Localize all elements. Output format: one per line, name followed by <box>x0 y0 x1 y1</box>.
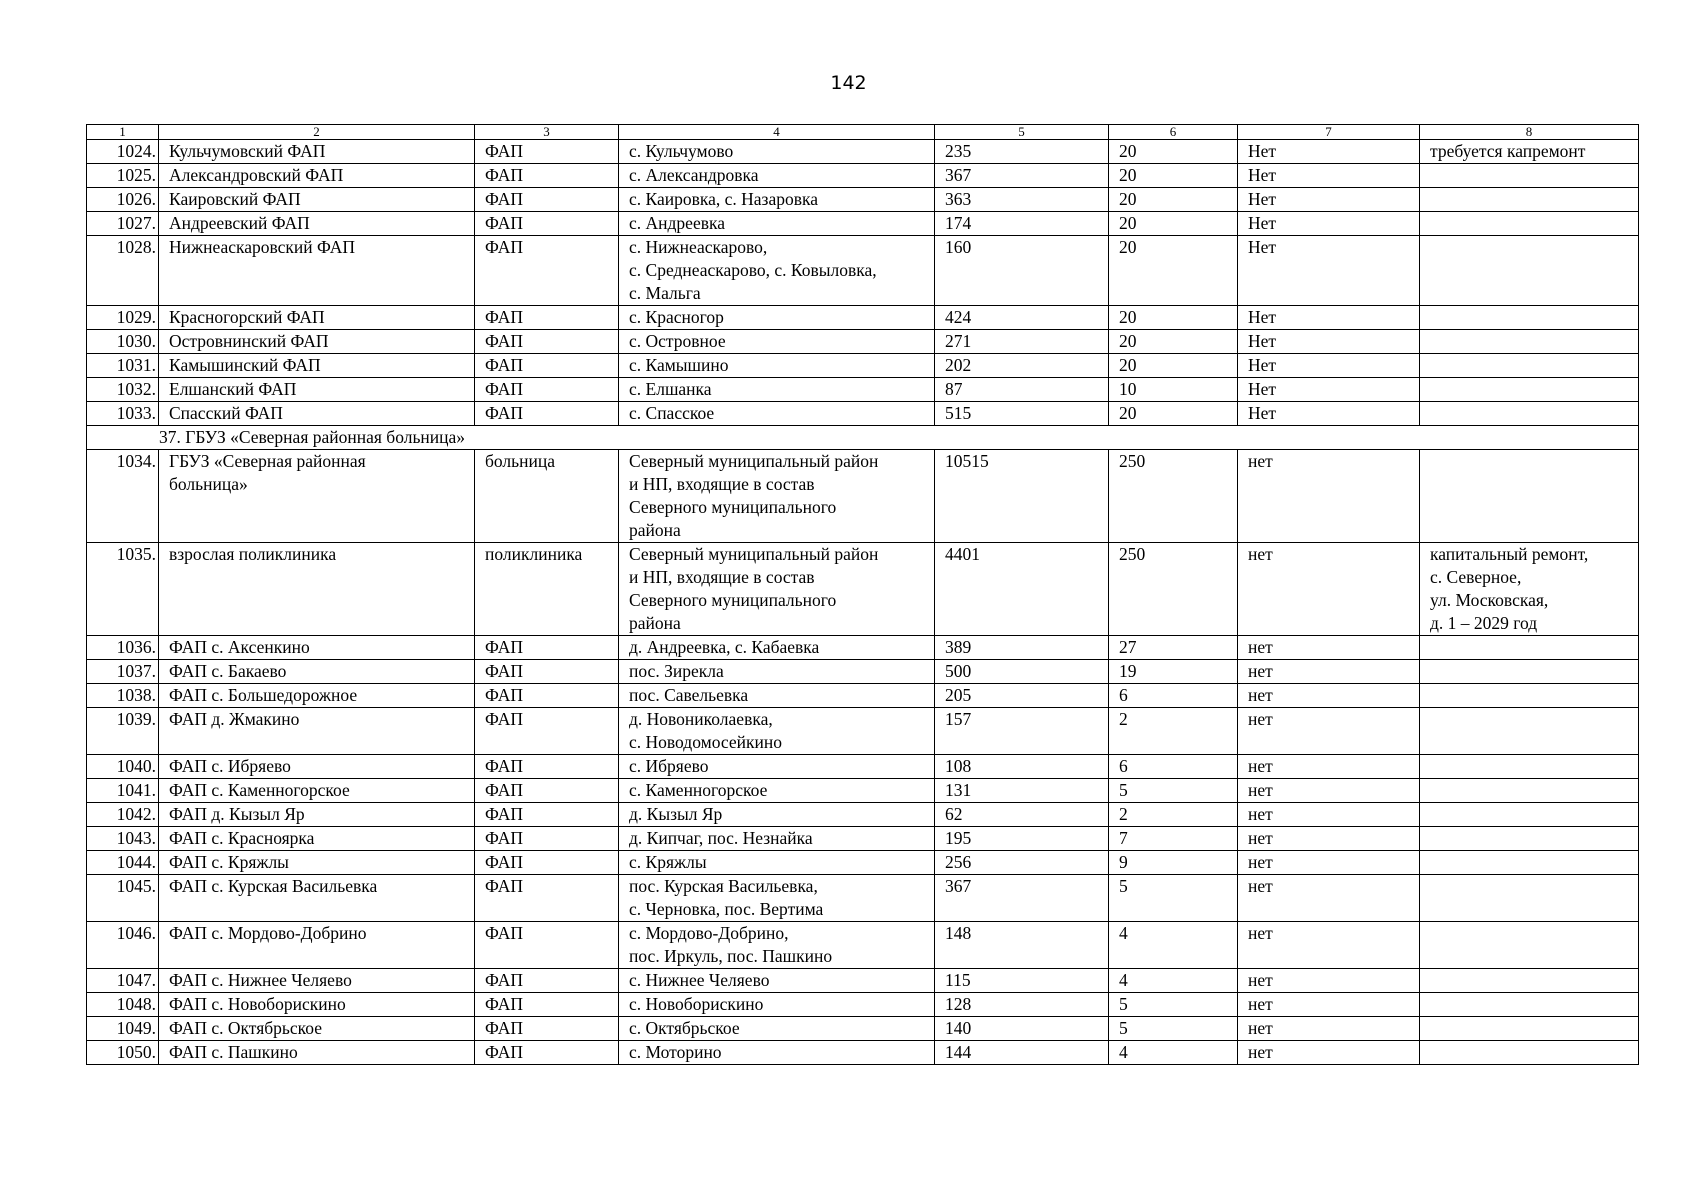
availability-cell: Нет <box>1238 306 1420 330</box>
availability-cell: Нет <box>1238 188 1420 212</box>
note-cell <box>1420 188 1639 212</box>
table-row <box>87 306 1639 330</box>
distance-cell: 2 <box>1109 803 1238 827</box>
facility-type-cell: ФАП <box>475 851 619 875</box>
service-area-cell: с. Кряжлы <box>619 851 935 875</box>
note-cell: требуется капремонт <box>1420 140 1639 164</box>
facility-type-cell: ФАП <box>475 212 619 236</box>
note-cell <box>1420 851 1639 875</box>
table-row <box>87 450 1639 543</box>
table-row <box>87 1017 1639 1041</box>
distance-cell: 4 <box>1109 922 1238 969</box>
note-cell <box>1420 660 1639 684</box>
availability-cell: нет <box>1238 684 1420 708</box>
facility-name-cell: ФАП с. Пашкино <box>159 1041 475 1065</box>
table-row <box>87 378 1639 402</box>
service-area-cell: с. Мордово-Добрино, пос. Иркуль, пос. Пашкино <box>619 922 935 969</box>
distance-cell: 4 <box>1109 1041 1238 1065</box>
population-cell: 424 <box>935 306 1109 330</box>
row-number-cell: 1024. <box>87 140 159 164</box>
note-cell <box>1420 306 1639 330</box>
table-row <box>87 779 1639 803</box>
distance-cell: 20 <box>1109 306 1238 330</box>
population-cell: 515 <box>935 402 1109 426</box>
note-cell <box>1420 236 1639 306</box>
service-area-cell: пос. Савельевка <box>619 684 935 708</box>
service-area-cell: Северный муниципальный район и НП, входящие в состав Северного муниципального района <box>619 450 935 543</box>
note-cell <box>1420 969 1639 993</box>
distance-cell: 5 <box>1109 875 1238 922</box>
population-cell: 367 <box>935 875 1109 922</box>
population-cell: 62 <box>935 803 1109 827</box>
distance-cell: 9 <box>1109 851 1238 875</box>
distance-cell: 20 <box>1109 402 1238 426</box>
population-cell: 87 <box>935 378 1109 402</box>
row-number-cell: 1042. <box>87 803 159 827</box>
note-cell <box>1420 755 1639 779</box>
population-cell: 157 <box>935 708 1109 755</box>
distance-cell: 6 <box>1109 755 1238 779</box>
row-number-cell: 1049. <box>87 1017 159 1041</box>
population-cell: 389 <box>935 636 1109 660</box>
service-area-cell: пос. Курская Васильевка, с. Черновка, пос. Вертима <box>619 875 935 922</box>
section-header-row <box>87 426 1639 450</box>
distance-cell: 5 <box>1109 1017 1238 1041</box>
service-area-cell: с. Нижнеаскарово, с. Среднеаскарово, с. Ковыловка, с. Мальга <box>619 236 935 306</box>
facility-type-cell: больница <box>475 450 619 543</box>
table-row <box>87 212 1639 236</box>
row-number-cell: 1025. <box>87 164 159 188</box>
facility-name-cell: Елшанский ФАП <box>159 378 475 402</box>
column-number: 8 <box>1420 125 1639 140</box>
row-number-cell: 1040. <box>87 755 159 779</box>
facility-type-cell: ФАП <box>475 1017 619 1041</box>
population-cell: 128 <box>935 993 1109 1017</box>
table-row <box>87 684 1639 708</box>
service-area-cell: с. Спасское <box>619 402 935 426</box>
facility-type-cell: ФАП <box>475 402 619 426</box>
service-area-cell: с. Каменногорское <box>619 779 935 803</box>
facility-type-cell: ФАП <box>475 236 619 306</box>
note-cell: капитальный ремонт, с. Северное, ул. Московская, д. 1 – 2029 год <box>1420 543 1639 636</box>
distance-cell: 5 <box>1109 779 1238 803</box>
distance-cell: 20 <box>1109 212 1238 236</box>
facility-name-cell: Андреевский ФАП <box>159 212 475 236</box>
distance-cell: 10 <box>1109 378 1238 402</box>
facility-type-cell: ФАП <box>475 993 619 1017</box>
facility-type-cell: ФАП <box>475 140 619 164</box>
service-area-cell: с. Красногор <box>619 306 935 330</box>
note-cell <box>1420 354 1639 378</box>
availability-cell: нет <box>1238 969 1420 993</box>
table-row <box>87 236 1639 306</box>
population-cell: 10515 <box>935 450 1109 543</box>
population-cell: 131 <box>935 779 1109 803</box>
row-number-cell: 1050. <box>87 1041 159 1065</box>
service-area-cell: с. Андреевка <box>619 212 935 236</box>
row-number-cell: 1027. <box>87 212 159 236</box>
facility-name-cell: ФАП с. Бакаево <box>159 660 475 684</box>
facility-type-cell: ФАП <box>475 330 619 354</box>
distance-cell: 20 <box>1109 188 1238 212</box>
row-number-cell: 1037. <box>87 660 159 684</box>
facility-name-cell: ФАП с. Октябрьское <box>159 1017 475 1041</box>
facility-name-cell: Спасский ФАП <box>159 402 475 426</box>
population-cell: 115 <box>935 969 1109 993</box>
service-area-cell: д. Новониколаевка, с. Новодомосейкино <box>619 708 935 755</box>
distance-cell: 27 <box>1109 636 1238 660</box>
facility-type-cell: ФАП <box>475 684 619 708</box>
availability-cell: нет <box>1238 827 1420 851</box>
facility-type-cell: ФАП <box>475 779 619 803</box>
availability-cell: Нет <box>1238 354 1420 378</box>
population-cell: 108 <box>935 755 1109 779</box>
note-cell <box>1420 875 1639 922</box>
facility-type-cell: ФАП <box>475 188 619 212</box>
facility-type-cell: ФАП <box>475 922 619 969</box>
facility-type-cell: ФАП <box>475 875 619 922</box>
population-cell: 202 <box>935 354 1109 378</box>
facility-name-cell: Островнинский ФАП <box>159 330 475 354</box>
facility-type-cell: ФАП <box>475 354 619 378</box>
service-area-cell: с. Камышино <box>619 354 935 378</box>
distance-cell: 250 <box>1109 543 1238 636</box>
availability-cell: Нет <box>1238 378 1420 402</box>
availability-cell: Нет <box>1238 212 1420 236</box>
facility-name-cell: Кульчумовский ФАП <box>159 140 475 164</box>
distance-cell: 6 <box>1109 684 1238 708</box>
facility-name-cell: ФАП д. Кызыл Яр <box>159 803 475 827</box>
distance-cell: 20 <box>1109 236 1238 306</box>
distance-cell: 20 <box>1109 354 1238 378</box>
row-number-cell: 1048. <box>87 993 159 1017</box>
row-number-cell: 1028. <box>87 236 159 306</box>
row-number-cell: 1038. <box>87 684 159 708</box>
row-number-cell: 1031. <box>87 354 159 378</box>
distance-cell: 19 <box>1109 660 1238 684</box>
availability-cell: нет <box>1238 636 1420 660</box>
availability-cell: нет <box>1238 660 1420 684</box>
facility-type-cell: ФАП <box>475 636 619 660</box>
table-row <box>87 993 1639 1017</box>
facility-name-cell: ФАП с. Большедорожное <box>159 684 475 708</box>
distance-cell: 20 <box>1109 164 1238 188</box>
service-area-cell: с. Островное <box>619 330 935 354</box>
column-number: 4 <box>619 125 935 140</box>
availability-cell: нет <box>1238 851 1420 875</box>
facility-type-cell: ФАП <box>475 755 619 779</box>
table-body <box>87 125 1639 1065</box>
table-row <box>87 755 1639 779</box>
note-cell <box>1420 1017 1639 1041</box>
service-area-cell: с. Новоборискино <box>619 993 935 1017</box>
note-cell <box>1420 922 1639 969</box>
note-cell <box>1420 636 1639 660</box>
table-row <box>87 140 1639 164</box>
note-cell <box>1420 1041 1639 1065</box>
table-row <box>87 827 1639 851</box>
facility-name-cell: ФАП с. Мордово-Добрино <box>159 922 475 969</box>
table-row <box>87 660 1639 684</box>
column-number: 2 <box>159 125 475 140</box>
availability-cell: Нет <box>1238 330 1420 354</box>
row-number-cell: 1047. <box>87 969 159 993</box>
facility-name-cell: ФАП с. Аксенкино <box>159 636 475 660</box>
facility-name-cell: Александровский ФАП <box>159 164 475 188</box>
note-cell <box>1420 164 1639 188</box>
facility-name-cell: ФАП с. Новоборискино <box>159 993 475 1017</box>
note-cell <box>1420 827 1639 851</box>
service-area-cell: с. Моторино <box>619 1041 935 1065</box>
facility-name-cell: Камышинский ФАП <box>159 354 475 378</box>
availability-cell: Нет <box>1238 236 1420 306</box>
facility-name-cell: ФАП с. Ибряево <box>159 755 475 779</box>
service-area-cell: с. Ибряево <box>619 755 935 779</box>
row-number-cell: 1045. <box>87 875 159 922</box>
service-area-cell: с. Нижнее Челяево <box>619 969 935 993</box>
facility-name-cell: ФАП с. Нижнее Челяево <box>159 969 475 993</box>
population-cell: 205 <box>935 684 1109 708</box>
column-number-row <box>87 125 1639 140</box>
table-row <box>87 922 1639 969</box>
note-cell <box>1420 330 1639 354</box>
distance-cell: 20 <box>1109 140 1238 164</box>
row-number-cell: 1043. <box>87 827 159 851</box>
note-cell <box>1420 212 1639 236</box>
column-number: 5 <box>935 125 1109 140</box>
service-area-cell: Северный муниципальный район и НП, входящие в состав Северного муниципального района <box>619 543 935 636</box>
availability-cell: нет <box>1238 1017 1420 1041</box>
service-area-cell: с. Октябрьское <box>619 1017 935 1041</box>
distance-cell: 250 <box>1109 450 1238 543</box>
column-number: 3 <box>475 125 619 140</box>
facility-name-cell: Красногорский ФАП <box>159 306 475 330</box>
row-number-cell: 1035. <box>87 543 159 636</box>
availability-cell: нет <box>1238 875 1420 922</box>
service-area-cell: с. Елшанка <box>619 378 935 402</box>
facility-type-cell: ФАП <box>475 969 619 993</box>
facility-type-cell: ФАП <box>475 660 619 684</box>
availability-cell: нет <box>1238 755 1420 779</box>
row-number-cell: 1034. <box>87 450 159 543</box>
section-title: 37. ГБУЗ «Северная районная больница» <box>87 426 1639 450</box>
availability-cell: нет <box>1238 779 1420 803</box>
facility-type-cell: поликлиника <box>475 543 619 636</box>
row-number-cell: 1041. <box>87 779 159 803</box>
availability-cell: нет <box>1238 450 1420 543</box>
availability-cell: нет <box>1238 1041 1420 1065</box>
facility-name-cell: ФАП с. Курская Васильевка <box>159 875 475 922</box>
population-cell: 4401 <box>935 543 1109 636</box>
facility-type-cell: ФАП <box>475 306 619 330</box>
row-number-cell: 1036. <box>87 636 159 660</box>
table-row <box>87 803 1639 827</box>
row-number-cell: 1039. <box>87 708 159 755</box>
availability-cell: нет <box>1238 922 1420 969</box>
facility-name-cell: ФАП д. Жмакино <box>159 708 475 755</box>
availability-cell: нет <box>1238 803 1420 827</box>
facility-type-cell: ФАП <box>475 803 619 827</box>
table-row <box>87 636 1639 660</box>
facility-type-cell: ФАП <box>475 378 619 402</box>
row-number-cell: 1030. <box>87 330 159 354</box>
service-area-cell: д. Кызыл Яр <box>619 803 935 827</box>
note-cell <box>1420 378 1639 402</box>
facility-name-cell: взрослая поликлиника <box>159 543 475 636</box>
note-cell <box>1420 402 1639 426</box>
table-row <box>87 543 1639 636</box>
note-cell <box>1420 684 1639 708</box>
column-number: 6 <box>1109 125 1238 140</box>
population-cell: 174 <box>935 212 1109 236</box>
population-cell: 256 <box>935 851 1109 875</box>
row-number-cell: 1046. <box>87 922 159 969</box>
column-number: 1 <box>87 125 159 140</box>
table-row <box>87 851 1639 875</box>
table-row <box>87 164 1639 188</box>
note-cell <box>1420 779 1639 803</box>
distance-cell: 20 <box>1109 330 1238 354</box>
distance-cell: 5 <box>1109 993 1238 1017</box>
facility-type-cell: ФАП <box>475 708 619 755</box>
table-row <box>87 875 1639 922</box>
availability-cell: Нет <box>1238 164 1420 188</box>
facility-name-cell: Нижнеаскаровский ФАП <box>159 236 475 306</box>
facility-type-cell: ФАП <box>475 1041 619 1065</box>
service-area-cell: с. Александровка <box>619 164 935 188</box>
population-cell: 500 <box>935 660 1109 684</box>
availability-cell: нет <box>1238 708 1420 755</box>
facility-type-cell: ФАП <box>475 164 619 188</box>
note-cell <box>1420 708 1639 755</box>
facility-name-cell: ФАП с. Красноярка <box>159 827 475 851</box>
table-row <box>87 969 1639 993</box>
column-number: 7 <box>1238 125 1420 140</box>
service-area-cell: д. Кипчаг, пос. Незнайка <box>619 827 935 851</box>
facility-name-cell: ФАП с. Кряжлы <box>159 851 475 875</box>
availability-cell: нет <box>1238 993 1420 1017</box>
row-number-cell: 1032. <box>87 378 159 402</box>
population-cell: 195 <box>935 827 1109 851</box>
row-number-cell: 1033. <box>87 402 159 426</box>
page-number: 142 <box>830 72 867 94</box>
table-row <box>87 188 1639 212</box>
service-area-cell: с. Каировка, с. Назаровка <box>619 188 935 212</box>
table-row <box>87 402 1639 426</box>
note-cell <box>1420 993 1639 1017</box>
availability-cell: Нет <box>1238 140 1420 164</box>
row-number-cell: 1029. <box>87 306 159 330</box>
population-cell: 363 <box>935 188 1109 212</box>
service-area-cell: пос. Зирекла <box>619 660 935 684</box>
table-row <box>87 1041 1639 1065</box>
note-cell <box>1420 803 1639 827</box>
facility-type-cell: ФАП <box>475 827 619 851</box>
population-cell: 271 <box>935 330 1109 354</box>
population-cell: 144 <box>935 1041 1109 1065</box>
table-row <box>87 354 1639 378</box>
facility-name-cell: Каировский ФАП <box>159 188 475 212</box>
row-number-cell: 1026. <box>87 188 159 212</box>
availability-cell: Нет <box>1238 402 1420 426</box>
facility-name-cell: ГБУЗ «Северная районная больница» <box>159 450 475 543</box>
table-row <box>87 330 1639 354</box>
availability-cell: нет <box>1238 543 1420 636</box>
facilities-table <box>86 124 1639 1065</box>
population-cell: 367 <box>935 164 1109 188</box>
population-cell: 160 <box>935 236 1109 306</box>
service-area-cell: с. Кульчумово <box>619 140 935 164</box>
population-cell: 235 <box>935 140 1109 164</box>
distance-cell: 7 <box>1109 827 1238 851</box>
table-row <box>87 708 1639 755</box>
distance-cell: 2 <box>1109 708 1238 755</box>
population-cell: 140 <box>935 1017 1109 1041</box>
note-cell <box>1420 450 1639 543</box>
population-cell: 148 <box>935 922 1109 969</box>
facility-name-cell: ФАП с. Каменногорское <box>159 779 475 803</box>
row-number-cell: 1044. <box>87 851 159 875</box>
distance-cell: 4 <box>1109 969 1238 993</box>
service-area-cell: д. Андреевка, с. Кабаевка <box>619 636 935 660</box>
